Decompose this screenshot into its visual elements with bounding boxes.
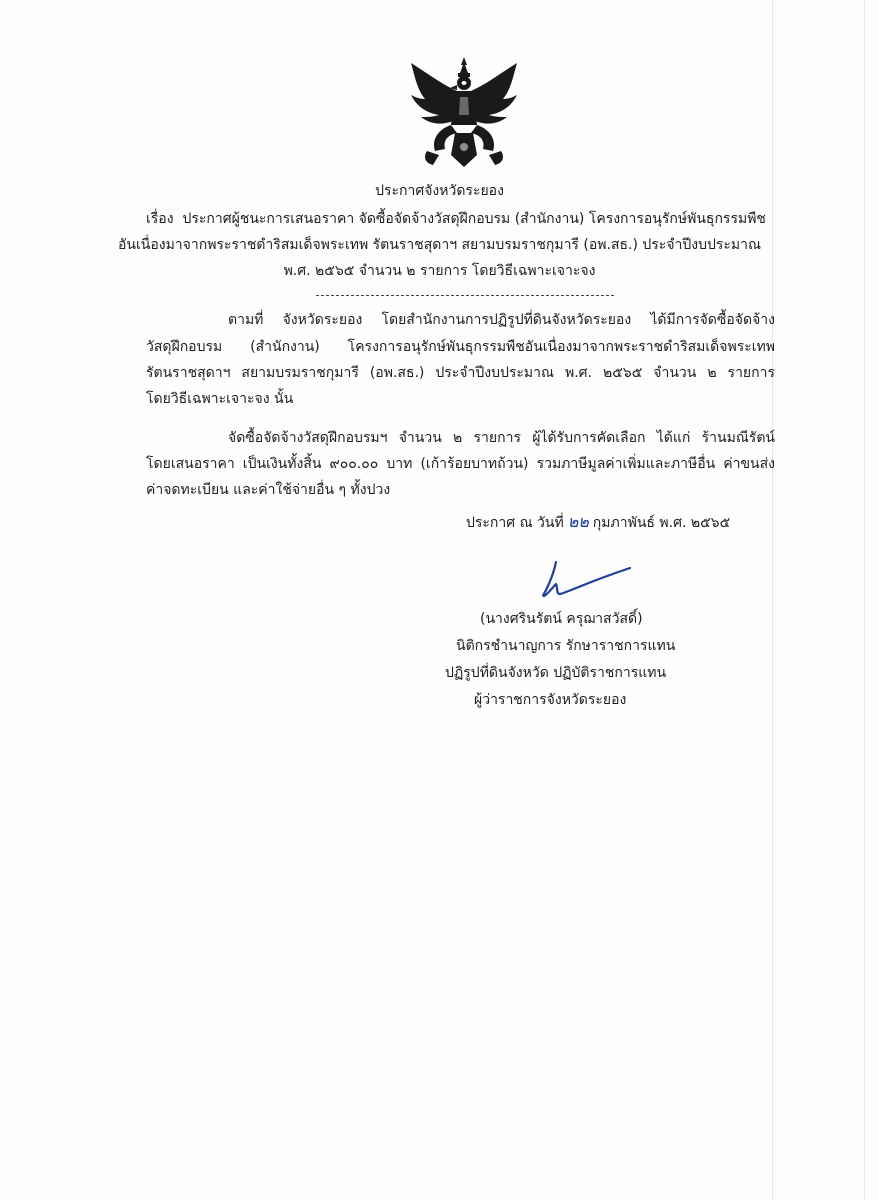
date-day-handwritten: ๒๒ (567, 512, 589, 531)
signatory-position-1: นิติกรชำนาญการ รักษาราชการแทน (456, 638, 676, 654)
date-prefix: ประกาศ ณ วันที่ (466, 515, 564, 531)
date-suffix: กุมภาพันธ์ พ.ศ. ๒๕๖๕ (592, 515, 731, 531)
subject-label: เรื่อง (146, 211, 174, 227)
divider (316, 295, 614, 296)
subject-text-1: ประกาศผู้ชนะการเสนอราคา จัดซื้อจัดจ้างวัสดุฝึกอบรม (สำนักงาน) โครงการอนุรักษ์พันธุกรรมพืช (182, 211, 766, 227)
paragraph-2-line-2: โดยเสนอราคา เป็นเงินทั้งสิ้น ๙๐๐.๐๐ บาท (เก้าร้อยบาทถ้วน) รวมภาษีมูลค่าเพิ่มและภาษีอื่น ค่าขนส่ง (146, 456, 775, 472)
paragraph-2-line-3: ค่าจดทะเบียน และค่าใช้จ่ายอื่น ๆ ทั้งปวง (146, 482, 391, 498)
signatory-name: (นางศรินรัตน์ ครุฌาสวัสดิ์) (480, 611, 643, 627)
document-title: ประกาศจังหวัดระยอง (375, 183, 504, 199)
signatory-position-2: ปฏิรูปที่ดินจังหวัด ปฏิบัติราชการแทน (445, 665, 667, 681)
subject-line-3: พ.ศ. ๒๕๖๕ จำนวน ๒ รายการ โดยวิธีเฉพาะเจาะจง (283, 263, 596, 279)
paragraph-2-line-1: จัดซื้อจัดจ้างวัสดุฝึกอบรมฯ จำนวน ๒ รายการ ผู้ได้รับการคัดเลือก ได้แก่ ร้านมณีรัตน์ (228, 430, 775, 446)
paragraph-1-line-1: ตามที่ จังหวัดระยอง โดยสำนักงานการปฏิรูปที่ดินจังหวัดระยอง ได้มีการจัดซื้อจัดจ้าง (228, 312, 775, 328)
paragraph-1-line-4: โดยวิธีเฉพาะเจาะจง นั้น (146, 391, 294, 407)
subject-line-1 (146, 209, 766, 229)
handwritten-signature-icon (538, 556, 638, 602)
scan-edge-line (772, 0, 773, 1200)
paragraph-1-line-3: รัตนราชสุดาฯ สยามบรมราชกุมารี (อพ.สธ.) ประจำปีงบประมาณ พ.ศ. ๒๕๖๕ จำนวน ๒ รายการ (146, 365, 775, 381)
subject-line-2: อันเนื่องมาจากพระราชดำริสมเด็จพระเทพ รัตนราชสุดาฯ สยามบรมราชกุมารี (อพ.สธ.) ประจำปีงบประมาณ (117, 237, 761, 253)
scan-edge-line (864, 0, 865, 1200)
paragraph-1-line-2: วัสดุฝึกอบรม (สำนักงาน) โครงการอนุรักษ์พันธุกรรมพืชอันเนื่องมาจากพระราชดำริสมเด็จพระเทพ (146, 339, 775, 355)
garuda-emblem-icon (405, 55, 523, 173)
signatory-position-3: ผู้ว่าราชการจังหวัดระยอง (474, 692, 627, 708)
announcement-date (466, 512, 730, 533)
